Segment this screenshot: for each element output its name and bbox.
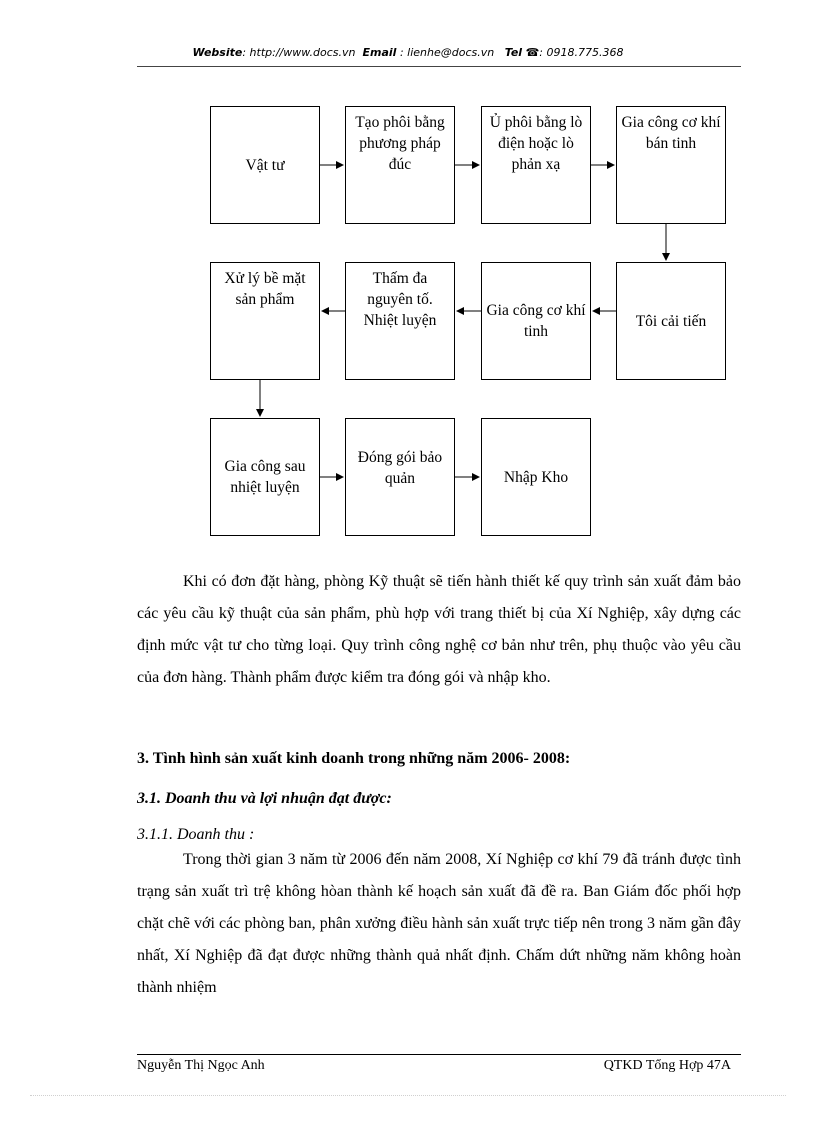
flow-box-gia-cong-ban-tinh: Gia công cơ khí bán tinh — [616, 106, 726, 224]
flow-box-toi-cai-tien: Tôi cải tiến — [616, 262, 726, 380]
heading-section-3-1: 3.1. Doanh thu và lợi nhuận đạt được: — [137, 790, 392, 807]
flow-box-tham-da-nguyen-to: Thấm đa nguyên tố. Nhiệt luyện — [345, 262, 455, 380]
footer-class: QTKD Tổng Hợp 47A — [603, 1058, 731, 1073]
website-label: Website — [192, 46, 243, 59]
paragraph-process: Khi có đơn đặt hàng, phòng Kỹ thuật sẽ tiến hành thiết kế quy trình sản xuất đảm bảo các yêu cầu kỹ thuật của sản phẩm, phù hợp với trang thiết bị của Xí Nghiệp, xây dựng các định mức vật tư cho từng loại. Quy trình công nghệ cơ bản như trên, phụ thuộc vào yêu cầu của đơn hàng. Thành phẩm được kiểm tra đóng gói và nhập kho. — [137, 573, 741, 686]
flow-box-nhap-kho: Nhập Kho — [481, 418, 591, 536]
tel-value: : 0918.775.368 — [539, 46, 624, 59]
footer-rule — [137, 1054, 741, 1055]
flow-box-gia-cong-tinh: Gia công cơ khí tinh — [481, 262, 591, 380]
phone-icon: ☎ — [525, 46, 540, 59]
flow-box-xu-ly-be-mat: Xử lý bề mặt sản phẩm — [210, 262, 320, 380]
flow-box-tao-phoi: Tạo phôi bằng phương pháp đúc — [345, 106, 455, 224]
flow-box-u-phoi: Ủ phôi bằng lò điện hoặc lò phản xạ — [481, 106, 591, 224]
heading-section-3: 3. Tình hình sản xuất kinh doanh trong những năm 2006- 2008: — [137, 750, 571, 767]
flow-box-vat-tu: Vật tư — [210, 106, 320, 224]
website-value: : http://www.docs.vn — [242, 46, 356, 59]
email-value: : lienhe@docs.vn — [399, 46, 495, 59]
flow-arrows — [0, 0, 816, 560]
flow-box-dong-goi: Đóng gói bảo quản — [345, 418, 455, 536]
tel-label: Tel — [504, 46, 523, 59]
footer-author: Nguyễn Thị Ngọc Anh — [137, 1058, 265, 1073]
paragraph-revenue: Trong thời gian 3 năm từ 2006 đến năm 2008, Xí Nghiệp cơ khí 79 đã tránh được tình trạng sản xuất trì trệ không hòan thành kế hoạch sản xuất đã đề ra. Ban Giám đốc phối hợp chặt chẽ với các phòng ban, phân xưởng điều hành sản xuất trực tiếp nên trong 3 năm gần đây nhất, Xí Nghiệp đã đạt được những thành quả nhất định. Chấm dứt những năm không hoàn thành nhiệm — [137, 851, 741, 996]
page-bottom-border — [30, 1095, 786, 1096]
flow-box-gia-cong-sau: Gia công sau nhiệt luyện — [210, 418, 320, 536]
email-label: Email — [362, 46, 397, 59]
heading-section-3-1-1: 3.1.1. Doanh thu : — [137, 826, 255, 843]
